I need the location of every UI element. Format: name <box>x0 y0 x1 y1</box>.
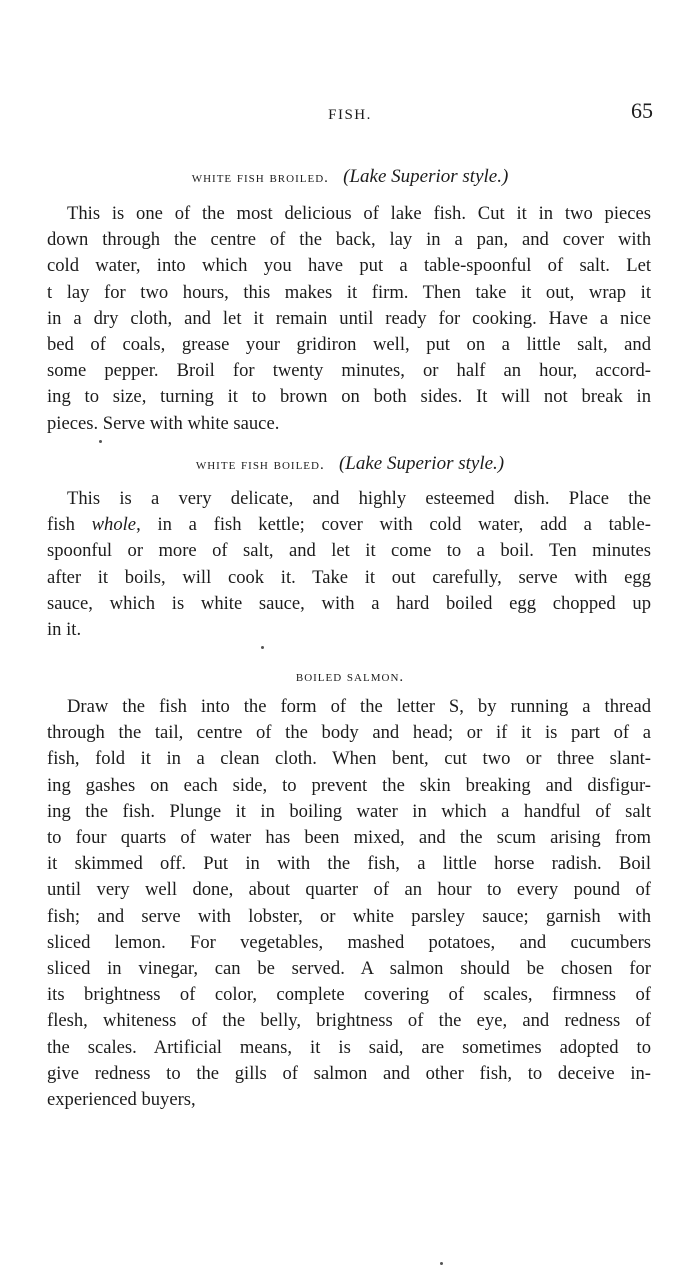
ink-speck <box>261 646 264 649</box>
text-line: ing the fish. Plunge it in boiling water in which a handful of salt <box>47 800 651 822</box>
text-line: pieces. Serve with white sauce. <box>47 412 280 434</box>
text-line: t lay for two hours, this makes it firm. Then take it out, wrap it <box>47 281 651 303</box>
running-title: FISH. <box>328 107 372 123</box>
section-note: (Lake Superior style.) <box>343 166 509 187</box>
text-line: spoonful or more of salt, and let it come to a boil. Ten minutes <box>47 540 651 562</box>
text-line: cold water, into which you have put a table-spoonful of salt. Let <box>47 255 651 277</box>
text-line <box>47 512 651 538</box>
text-line: down through the centre of the back, lay in a pan, and cover with <box>47 229 651 251</box>
text-line: flesh, whiteness of the belly, brightness of the eye, and redness of <box>47 1010 651 1032</box>
section-note: (Lake Superior style.) <box>338 453 505 474</box>
text-line: Draw the fish into the form of the letter S, by running a thread <box>67 696 651 717</box>
text-line: fish, fold it in a clean cloth. When bent, cut two or three slant- <box>47 748 651 770</box>
section-title: white fish broiled. <box>191 170 329 186</box>
text-line: in a dry cloth, and let it remain until ready for cooking. Have a nice <box>47 307 651 329</box>
page-number: 65 <box>631 98 653 123</box>
text-line: until very well done, about quarter of an hour to every pound of <box>47 879 651 901</box>
section-heading-white-fish-boiled <box>47 453 653 475</box>
section-title: white fish boiled. <box>195 457 325 473</box>
text-line: in it. <box>47 619 82 641</box>
text-line: the scales. Artificial means, it is said, are sometimes adopted to <box>47 1036 651 1058</box>
text-fragment: , in a fish kettle; cover with cold water, add a table- <box>136 514 651 536</box>
text-line: sauce, which is white sauce, with a hard boiled egg chopped up <box>47 592 651 614</box>
text-fragment: fish <box>47 514 92 536</box>
text-line: give redness to the gills of salmon and other fish, to deceive in- <box>47 1062 651 1084</box>
text-line: This is a very delicate, and highly esteemed dish. Place the <box>67 488 651 509</box>
ink-speck <box>440 1262 443 1265</box>
text-line: some pepper. Broil for twenty minutes, or half an hour, accord- <box>47 360 651 382</box>
text-line: its brightness of color, complete covering of scales, firmness of <box>47 984 651 1006</box>
section-heading-boiled-salmon <box>47 665 653 687</box>
text-line: it skimmed off. Put in with the fish, a little horse radish. Boil <box>47 853 651 875</box>
paragraph-white-fish-broiled <box>47 201 651 437</box>
section-title: boiled salmon. <box>295 669 405 685</box>
paragraph-white-fish-boiled <box>47 486 651 643</box>
text-line: sliced lemon. For vegetables, mashed potatoes, and cucumbers <box>47 931 651 953</box>
paragraph-boiled-salmon <box>47 694 651 1113</box>
text-line: ing to size, turning it to brown on both sides. It will not break in <box>47 386 651 408</box>
text-line: through the tail, centre of the body and head; or if it is part of a <box>47 722 651 744</box>
running-head <box>47 98 653 132</box>
text-line: sliced in vinegar, can be served. A salmon should be chosen for <box>47 958 651 980</box>
text-line: experienced buyers, <box>47 1089 196 1111</box>
emphasis-text: whole <box>91 514 137 536</box>
text-line: bed of coals, grease your gridiron well, put on a little salt, and <box>47 334 651 356</box>
section-heading-white-fish-broiled <box>47 166 653 188</box>
text-line: This is one of the most delicious of lake fish. Cut it in two pieces <box>67 203 651 224</box>
text-line: to four quarts of water has been mixed, and the scum arising from <box>47 827 651 849</box>
ink-speck <box>99 440 102 443</box>
text-line: fish; and serve with lobster, or white parsley sauce; garnish with <box>47 905 651 927</box>
text-line: after it boils, will cook it. Take it out carefully, serve with egg <box>47 566 651 588</box>
text-line: ing gashes on each side, to prevent the skin breaking and disfigur- <box>47 774 651 796</box>
book-page <box>47 0 653 1273</box>
